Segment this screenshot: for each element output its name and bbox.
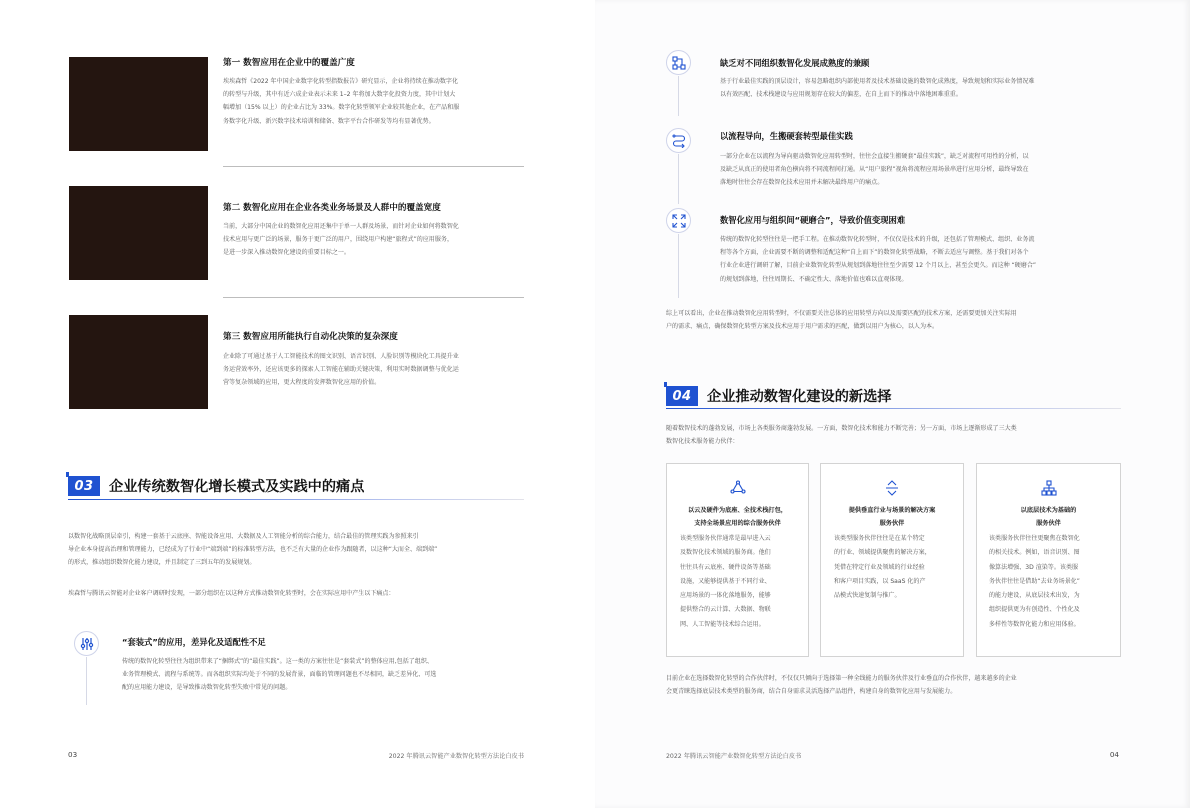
divider xyxy=(223,166,524,167)
section-04-intro: 随着数智技术的蓬勃发展，市场上各类服务商蓬勃发展。一方面，数智化技术和能力不断完善；另一方面，市场上逐渐形成了三大类 数智化技术服务能力伙伴： xyxy=(666,425,1017,446)
section-03-paragraph: 以数智化战略顶层牵引，构建一套基于云底座、智能设备应用、大数据及人工智能分析的综合能力，结合最佳的管理实践为参照来引 导企业本身提高治理和管理能力，已经成为了行业中“端到端”的标准转型方法，也不乏有大量的企业作为跟随者，以这种“大而全、端到端” 的形式，推动组织数智化能力建设，并且制定了三到五年的发展规划。 xyxy=(68,533,438,567)
footer-title: 2022 年腾讯云智能产业数智化转型方法论白皮书 xyxy=(388,753,524,760)
card-body: 该类服务伙伴往往更聚焦在数智化 的相关技术。例如，语音识别、图 像算法增强、3D 渲染等。该类服 务伙伴往往是借助“去业务场景化” 的能力建设，从底层技术出发，为 组织提供更为有创造性、个性化及 多样性等数智化能力和应用体验。 xyxy=(989,535,1080,628)
page-04 xyxy=(595,0,1190,808)
section-03-header xyxy=(68,476,364,496)
item-2-title: 第二 数智化应用在企业各类业务场景及人群中的覆盖宽度 xyxy=(223,203,441,213)
timeline-line xyxy=(678,76,679,116)
card-title: 以底层技术为基础的 服务伙伴 xyxy=(1020,507,1077,527)
pain-2-title: 以流程导向，生搬硬套转型最佳实践 xyxy=(720,131,853,141)
partner-card-technology xyxy=(976,463,1121,657)
partner-card-cloud xyxy=(666,463,809,657)
section-number: 03 xyxy=(68,476,100,496)
flow-route-icon xyxy=(666,128,691,153)
pain-title: “套装式”的应用，差异化及适配性不足 xyxy=(122,637,266,647)
timeline-line xyxy=(86,657,87,705)
section-title: 企业推动数智化建设的新选择 xyxy=(707,389,892,405)
hierarchy-icon xyxy=(977,480,1120,496)
partner-card-vertical xyxy=(820,463,964,657)
pain-1-title: 缺乏对不同组织数智化发展成熟度的兼顾 xyxy=(720,58,870,68)
card-title: 提供垂直行业与场景的解决方案 服务伙伴 xyxy=(848,507,936,527)
timeline-line xyxy=(678,154,679,204)
item-1-body: 埃埃森哲《2022 年中国企业数字化转型指数报告》研究显示，企业将持续在推动数字化 的转型与升级，其中有近六成企业表示未来 1–2 年将加大数字化投资力度，其中计划大 幅增加（15% 以上）的企业占比为 33%。数字化转型领军企业较其他企业，在产品和服 务数字化升级、新兴数字技术培训和储备、数字平台合作研发等均有显著优势。 xyxy=(223,78,460,125)
pain-3-title: 数智化应用与组织间“硬磨合”，导致价值变现困难 xyxy=(720,215,906,225)
divider xyxy=(223,297,524,298)
summary-paragraph: 综上可以看出，企业在推动数智化应用转型时，不仅需要关注总体的应用转型方向以及需要匹配的技术方案，还需要更加关注实际用 户的需求、痛点，确保数智化转型方案及技术应用于用户需求的匹配，做到以用户为核心，以人为本。 xyxy=(666,310,1017,331)
card-body: 该类型服务伙伴通常是最早进入云 及数智化技术领域的服务商。他们 往往具有云底座、硬件设备等基础 设施，又能够提供基于不同行业、 应用场景的一体化落地服务，能够 提供整合的云计算、大数据、物联 网、人工智能等技术综合运用。 xyxy=(680,535,771,628)
section-04-header xyxy=(666,386,891,406)
section-underline xyxy=(68,499,524,500)
item-3-title: 第三 数智应用所能执行自动化决策的复杂深度 xyxy=(223,332,398,342)
page-number: 04 xyxy=(1109,750,1119,759)
item-2-photo xyxy=(69,186,208,280)
timeline-line xyxy=(678,234,679,298)
card-body: 该类型服务伙伴往往是在某个特定 的行业、领域提供聚焦的解决方案， 凭借在特定行业及领域的行业经验 和客户项目实践，以 SaaS 化的产 品模式快速复制与推广。 xyxy=(834,535,931,600)
item-1-photo xyxy=(69,57,208,151)
cloud-network-icon xyxy=(667,480,808,496)
vertical-arrows-icon xyxy=(821,480,963,496)
section-underline xyxy=(666,408,1121,409)
pain-2-body: 一部分企业在以流程为导向驱动数智化应用转型时，往往会直接生搬硬套“最佳实践”，缺乏对流程可用性的分析，以 及缺乏从真正的使用者角色横向将不同流程间打通。从“用户旅程”视角将流程应用场景串进行应用分析，最终导致在 落地时往往会存在数智化技术应用并未解决最终用户的痛点。 xyxy=(720,153,1029,187)
item-1-title: 第一 数智应用在企业中的覆盖广度 xyxy=(223,58,355,68)
pain-1-body: 基于行业最佳实践的顶层设计，容易忽略组织内部使用者及技术基础设施的数智化成熟度，导致规划和实际业务情况难 以有效匹配、技术栈建设与应用规划存在较大的偏差，在自上而下的推动中落地困难重重。 xyxy=(720,78,1035,99)
closing-paragraph: 目前企业在选择数智化转型的合作伙伴时，不仅仅只倾向于选择第一种全线能力的服务伙伴及行业垂直的合作伙伴，越来越多的企业 会更青睐选择底层技术类型的服务商，结合自身需求灵活选择产品组件，构建自身的数智化应用与发展能力。 xyxy=(666,675,1017,696)
pain-body: 传统的数智化转型往往为组织带来了“捆绑式”的“最佳实践”。这一类的方案往往是“套装式”的整体应用,包括了组织、 业务管理模式、流程与系统等。而各组织实际均处于不同的发展背景，面临的管理问题也不尽相同，缺乏差异化、可选 配的应用能力建设，是导致推动数智化转型失败中常见的问题。 xyxy=(122,658,437,692)
footer-title: 2022 年腾讯云智能产业数智化转型方法论白皮书 xyxy=(666,753,802,760)
section-number: 04 xyxy=(666,386,698,406)
pain-3-body: 传统的数智化转型往往是一把手工程。在推动数智化转型时，不仅仅是技术的升级，还包括了管理模式、组织、业务流 程等各个方面，企业需要不断的调整和适配这种“自上而下”的数智化转型战略，不断去适应与调整。基于我们对各个 行业企业进行调研了解，目前企业数智化转型从规划到落地往往至少需要 12 个月以上，甚至会更久。而这种 “硬磨合” 的规划到落地，往往周期长、不确定性大、落地价值也难以直观体现。 xyxy=(720,236,1037,283)
settings-sliders-icon xyxy=(74,631,99,656)
flow-chart-icon xyxy=(666,50,691,75)
item-3-photo xyxy=(69,315,208,409)
page-number: 03 xyxy=(68,750,78,759)
card-title: 以云及硬件为底座、全技术栈打包， 支持全场景应用的综合服务伙伴 xyxy=(688,507,787,527)
item-3-body: 企业除了可通过基于人工智能技术的图文识别、语音识别、人脸识别等模块化工具提升业 务运营效率外，还应该更多的探索人工智能在辅助关键决策，利用实时数据调整与优化运 营等复杂领域的应用，更大程度的发挥数智化应用的价值。 xyxy=(223,353,459,387)
section-title: 企业传统数智化增长模式及实践中的痛点 xyxy=(109,479,365,495)
item-2-body: 当前，大部分中国企业的数智化应用还集中于单一人群及场景，而针对企业如何将数智化 技术应用与更广泛的场景，服务于更广泛的用户，围绕用户构建“旅程式”的应用服务， 是进一步深入推动数智化建设的重要目标之一。 xyxy=(223,223,459,257)
expand-arrows-icon xyxy=(666,208,691,233)
section-03-lead: 埃森哲与腾讯云智能对企业客户调研时发现，一部分组织在以这种方式推动数智化转型时，会在实际应用中产生以下痛点： xyxy=(68,590,395,597)
